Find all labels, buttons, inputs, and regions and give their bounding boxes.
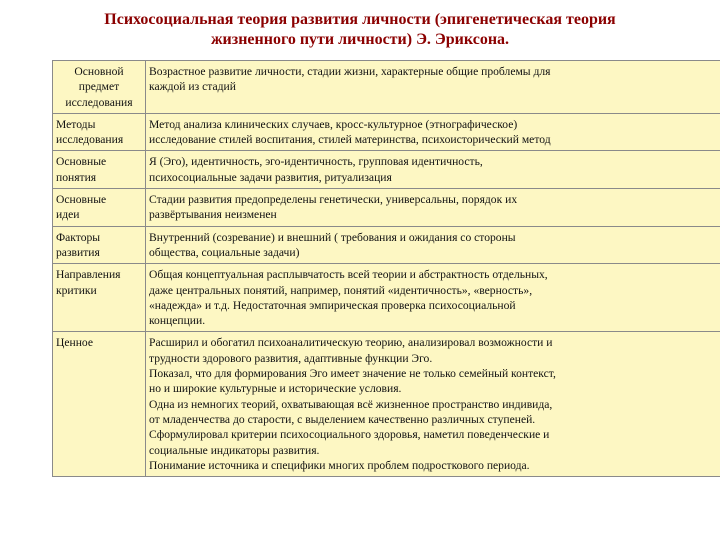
row-content [146, 226, 720, 264]
content-line: Внутренний (созревание) и внешний ( требования и ожидания со стороны [149, 230, 516, 244]
label-line: исследования [56, 133, 124, 147]
table-row-subject [53, 61, 720, 114]
table-row-methods [53, 113, 720, 151]
row-label [53, 61, 146, 114]
title-line-1: Психосоциальная теория развития личности (эпигенетическая теория [104, 11, 616, 28]
table-row-concepts [53, 151, 720, 189]
content-line: Показал, что для формирования Эго имеет значение не только семейный контекст, [149, 367, 556, 381]
row-label [53, 113, 146, 151]
content-line: Возрастное развитие личности, стадии жизни, характерные общие проблемы для [149, 65, 551, 78]
label-line: Направления [56, 268, 121, 282]
content-line: «надежда» и т.д. Недостаточная эмпирическая проверка психосоциальной [149, 298, 516, 312]
label-line: Основные [56, 155, 107, 169]
table-row-ideas [53, 189, 720, 227]
content-line: Стадии развития предопределены генетически, универсальны, порядок их [149, 193, 518, 207]
label-line: понятия [56, 170, 97, 184]
theory-table [52, 60, 720, 477]
row-content [146, 264, 720, 332]
label-line: предмет [78, 80, 120, 94]
content-line: Общая концептуальная расплывчатость всей теории и абстрактность отдельных, [149, 268, 548, 282]
label-line: Ценное [56, 336, 94, 350]
content-line: Одна из немногих теорий, охватывающая всё жизненное пространство индивида, [149, 397, 553, 411]
row-label [53, 226, 146, 264]
page-title [0, 10, 720, 50]
content-line: социальные индикаторы развития. [149, 443, 320, 457]
row-label [53, 189, 146, 227]
label-line: Факторы [56, 230, 101, 244]
label-line: идеи [56, 208, 80, 222]
content-line: от младенчества до старости, с выделением качественно различных ступеней. [149, 412, 536, 426]
table-row-factors [53, 226, 720, 264]
label-line: критики [56, 283, 97, 297]
row-content [146, 189, 720, 227]
content-line: Метод анализа клинических случаев, кросс-культурное (этнографическое) [149, 117, 518, 131]
label-line: Основной [74, 65, 124, 78]
label-line: Основные [56, 193, 107, 207]
table-row-criticism [53, 264, 720, 332]
title-line-2: жизненного пути личности) Э. Эриксона. [210, 31, 510, 48]
row-content [146, 151, 720, 189]
content-line: общества, социальные задачи) [149, 245, 300, 259]
content-line: Понимание источника и специфики многих проблем подросткового периода. [149, 458, 530, 472]
row-label [53, 151, 146, 189]
row-label [53, 332, 146, 477]
content-line: но и широкие культурные и исторические условия. [149, 382, 402, 396]
table-row-value [53, 332, 720, 477]
content-line: психосоциальные задачи развития, ритуализация [149, 170, 392, 184]
row-content [146, 113, 720, 151]
content-line: Я (Эго), идентичность, эго-идентичность, групповая идентичность, [149, 155, 483, 169]
content-line: даже центральных понятий, например, понятий «идентичность», «верность», [149, 283, 533, 297]
content-line: Расширил и обогатил психоаналитическую теорию, анализировал возможности и [149, 336, 553, 350]
row-content [146, 61, 720, 114]
label-line: исследования [65, 95, 133, 109]
label-line: развития [56, 245, 100, 259]
content-line: Сформулировал критерии психосоциального здоровья, наметил поведенческие и [149, 428, 550, 442]
row-label [53, 264, 146, 332]
content-line: каждой из стадий [149, 80, 236, 94]
row-content [146, 332, 720, 477]
content-line: исследование стилей воспитания, стилей материнства, психоисторический метод [149, 133, 551, 147]
content-line: развёртывания неизменен [149, 208, 277, 222]
content-line: трудности здорового развития, адаптивные функции Эго. [149, 351, 433, 365]
content-line: концепции. [149, 314, 206, 328]
label-line: Методы [56, 117, 96, 131]
